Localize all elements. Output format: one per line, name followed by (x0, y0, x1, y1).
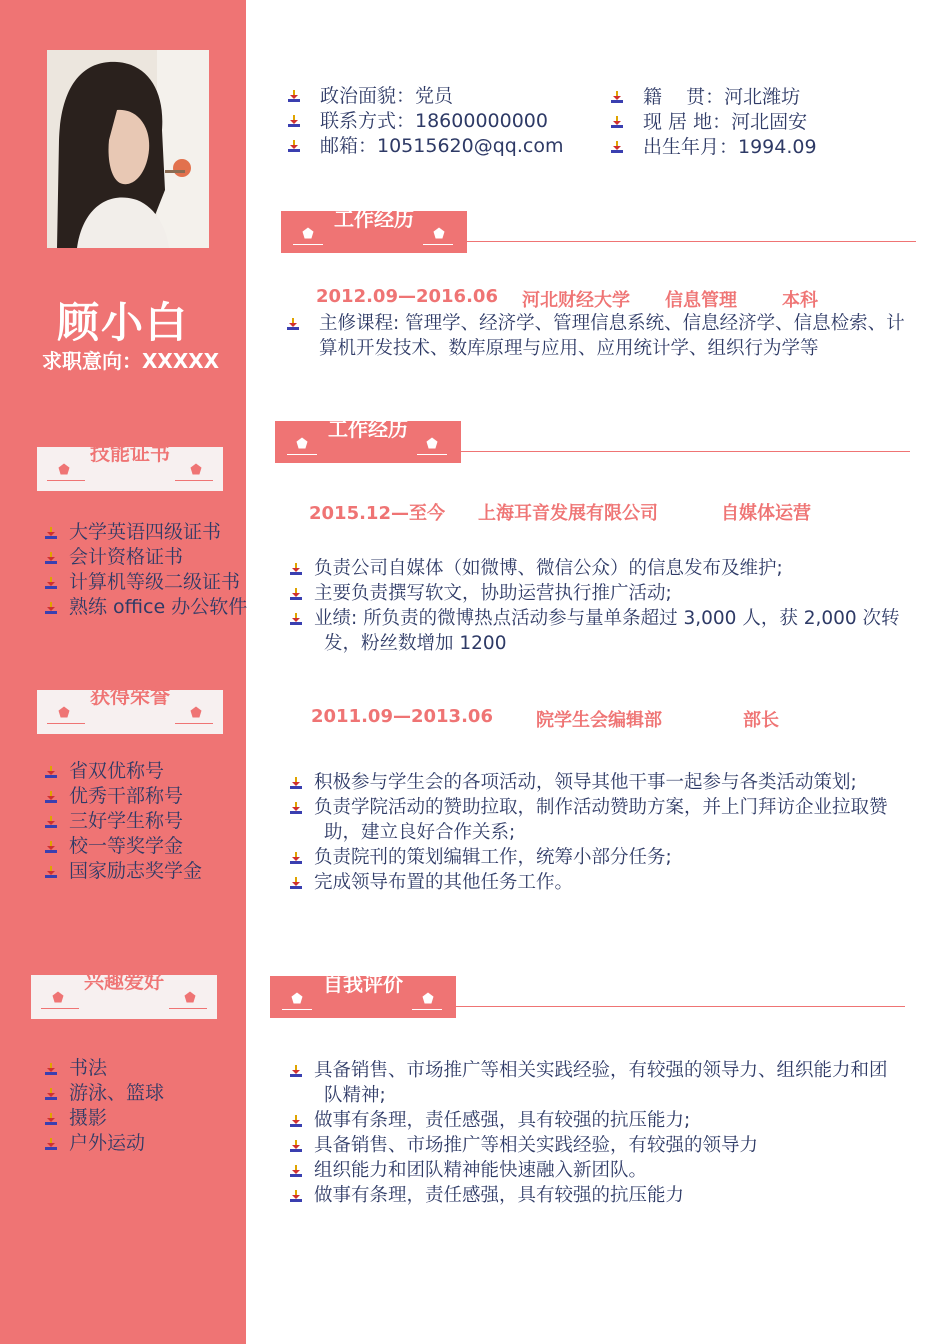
info-hometown: 籍 贯：河北潍坊 (643, 85, 800, 110)
diamond-arrow-icon (290, 1165, 302, 1177)
list-item: 做事有条理，责任感强，具有较强的抗压能力; (290, 1108, 910, 1133)
banner-underline (175, 480, 213, 481)
banner-underline (47, 723, 85, 724)
list-item: 优秀干部称号 (45, 784, 202, 809)
diamond-arrow-icon (45, 1113, 57, 1125)
diamond-arrow-icon (290, 563, 302, 575)
section-divider (467, 241, 916, 242)
info-birth: 出生年月：1994.09 (643, 135, 817, 160)
list-item: 具备销售、市场推广等相关实践经验，有较强的领导力、组织能力和团 队精神; (290, 1058, 910, 1108)
skills-title: 技能证书 (90, 441, 170, 465)
skills-list (45, 520, 247, 620)
self-title: 自我评价 (323, 972, 403, 996)
skills-banner (37, 441, 223, 491)
diamond-arrow-icon (45, 791, 57, 803)
education-courses (287, 311, 907, 361)
portrait-photo (47, 50, 209, 248)
honors-banner (37, 684, 223, 734)
list-item: 具备销售、市场推广等相关实践经验，有较强的领导力 (290, 1133, 910, 1158)
pentagon-icon (433, 227, 445, 239)
diamond-arrow-icon (290, 1140, 302, 1152)
pentagon-icon (52, 991, 64, 1003)
education-title: 工作经历 (334, 207, 414, 231)
diamond-arrow-icon (288, 115, 300, 127)
diamond-arrow-icon (45, 527, 57, 539)
pentagon-icon (291, 992, 303, 1004)
diamond-arrow-icon (290, 852, 302, 864)
profile-photo (47, 50, 209, 248)
list-item: 主修课程: 管理学、经济学、管理信息系统、信息经济学、信息检索、计 算机开发技术、数库原理与应用、应用统计学、组织行为学等 (287, 311, 907, 361)
pentagon-icon (190, 706, 202, 718)
hobbies-banner (31, 969, 217, 1019)
info-email: 邮箱：10515620@qq.com (320, 134, 563, 159)
job-intent: 求职意向：XXXXX (42, 349, 220, 373)
info-political: 政治面貌：党员 (320, 84, 453, 109)
section-divider (461, 451, 910, 452)
diamond-arrow-icon (611, 91, 623, 103)
banner-underline (423, 244, 453, 245)
honors-title: 获得荣誉 (90, 684, 170, 708)
diamond-arrow-icon (290, 802, 302, 814)
sidebar (0, 0, 246, 1344)
list-item: 校一等奖学金 (45, 834, 202, 859)
pentagon-icon (58, 463, 70, 475)
list-item: 会计资格证书 (45, 545, 247, 570)
list-item: 完成领导布置的其他任务工作。 (290, 870, 910, 895)
diamond-arrow-icon (290, 877, 302, 889)
banner-underline (293, 244, 323, 245)
section-divider (456, 1006, 905, 1007)
diamond-arrow-icon (45, 1088, 57, 1100)
diamond-arrow-icon (290, 613, 302, 625)
list-item: 做事有条理，责任感强，具有较强的抗压能力 (290, 1183, 910, 1208)
banner-underline (169, 1008, 207, 1009)
diamond-arrow-icon (45, 841, 57, 853)
diamond-arrow-icon (45, 866, 57, 878)
list-item: 组织能力和团队精神能快速融入新团队。 (290, 1158, 910, 1183)
pentagon-icon (190, 463, 202, 475)
list-item: 书法 (45, 1056, 164, 1081)
pentagon-icon (302, 227, 314, 239)
list-item: 负责公司自媒体（如微博、微信公众）的信息发布及维护; (290, 556, 910, 581)
list-item: 负责院刊的策划编辑工作，统筹小部分任务; (290, 845, 910, 870)
list-item: 主要负责撰写软文，协助运营执行推广活动; (290, 581, 910, 606)
list-item: 省双优称号 (45, 759, 202, 784)
list-item: 户外运动 (45, 1131, 164, 1156)
banner-underline (47, 480, 85, 481)
list-item: 业绩: 所负责的微博热点活动参与量单条超过 3,000 人，获 2,000 次转 发，粉丝数增加 1200 (290, 606, 910, 656)
list-item: 国家励志奖学金 (45, 859, 202, 884)
list-item: 摄影 (45, 1106, 164, 1131)
hobbies-title: 兴趣爱好 (84, 969, 164, 993)
diamond-arrow-icon (45, 816, 57, 828)
job2-duties (290, 770, 910, 895)
diamond-arrow-icon (290, 1190, 302, 1202)
diamond-arrow-icon (290, 588, 302, 600)
diamond-arrow-icon (45, 552, 57, 564)
list-item: 大学英语四级证书 (45, 520, 247, 545)
diamond-arrow-icon (45, 1063, 57, 1075)
banner-underline (287, 454, 317, 455)
diamond-arrow-icon (290, 777, 302, 789)
diamond-arrow-icon (287, 318, 299, 330)
pentagon-icon (58, 706, 70, 718)
diamond-arrow-icon (45, 766, 57, 778)
honors-list (45, 759, 202, 884)
banner-underline (282, 1009, 312, 1010)
banner-underline (412, 1009, 442, 1010)
list-item: 熟练 office 办公软件 (45, 595, 247, 620)
pentagon-icon (422, 992, 434, 1004)
info-residence: 现 居 地：河北固安 (643, 110, 807, 135)
self-banner (270, 972, 456, 1018)
diamond-arrow-icon (288, 140, 300, 152)
diamond-arrow-icon (611, 141, 623, 153)
diamond-arrow-icon (45, 577, 57, 589)
candidate-name: 顾小白 (56, 298, 189, 347)
info-phone: 联系方式：18600000000 (320, 109, 548, 134)
diamond-arrow-icon (290, 1115, 302, 1127)
list-item: 计算机等级二级证书 (45, 570, 247, 595)
work-title: 工作经历 (328, 417, 408, 441)
diamond-arrow-icon (288, 90, 300, 102)
list-item: 三好学生称号 (45, 809, 202, 834)
list-item: 负责学院活动的赞助拉取，制作活动赞助方案，并上门拜访企业拉取赞 助，建立良好合作关系; (290, 795, 910, 845)
self-eval-list (290, 1058, 910, 1208)
diamond-arrow-icon (290, 1065, 302, 1077)
pentagon-icon (426, 437, 438, 449)
diamond-arrow-icon (45, 602, 57, 614)
job1-duties (290, 556, 910, 656)
banner-underline (41, 1008, 79, 1009)
work-banner (275, 417, 461, 463)
pentagon-icon (296, 437, 308, 449)
banner-underline (175, 723, 213, 724)
education-banner (281, 207, 467, 253)
diamond-arrow-icon (45, 1138, 57, 1150)
list-item: 游泳、篮球 (45, 1081, 164, 1106)
pentagon-icon (184, 991, 196, 1003)
diamond-arrow-icon (611, 116, 623, 128)
list-item: 积极参与学生会的各项活动，领导其他干事一起参与各类活动策划; (290, 770, 910, 795)
banner-underline (417, 454, 447, 455)
hobbies-list (45, 1056, 164, 1156)
